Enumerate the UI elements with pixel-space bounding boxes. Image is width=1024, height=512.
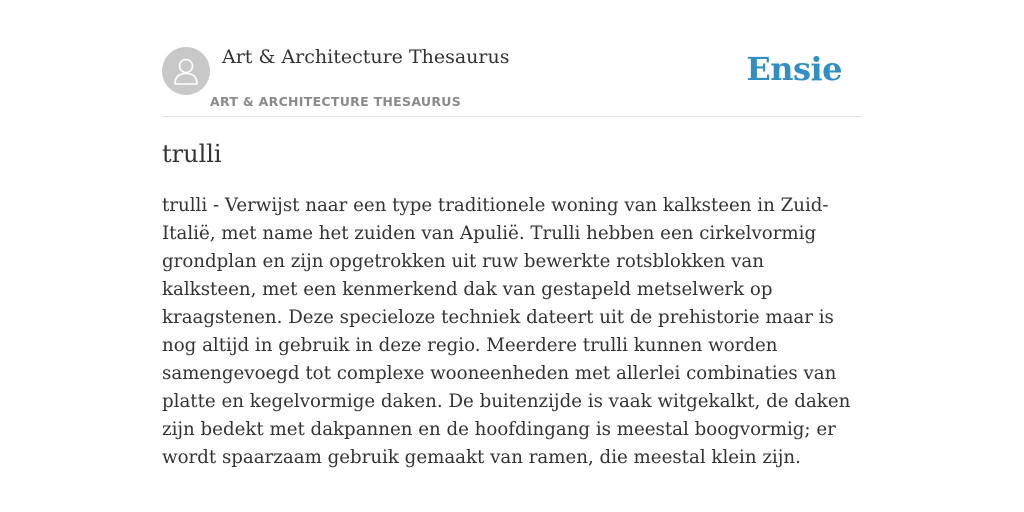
avatar[interactable] [162, 47, 210, 95]
brand-logo[interactable]: Ensie [746, 50, 842, 88]
user-icon [172, 56, 200, 86]
entry-definition: trulli - Verwijst naar een type traditionele woning van kalksteen in Zuid-Italië, met name het zuiden van Apulië. Trulli hebben een cirkelvormig grondplan en zijn opgetrokken uit ruw bewerkte rotsblokken van kalksteen, met een kenmerkend dak van gestapeld metselwerk op kraagstenen. Deze specieloze techniek dateert uit de prehistorie maar is nog altijd in gebruik in deze regio. Meerdere trulli kunnen worden samengevoegd tot complexe wooneenheden met allerlei combinaties van platte en kegelvormige daken. De buitenzijde is vaak witgekalkt, de daken zijn bedekt met dakpannen en de hoofdingang is meestal boogvormig; er wordt spaarzaam gebruik gemaakt van ramen, die meestal klein zijn. [162, 195, 851, 468]
header [162, 0, 862, 117]
entry-term: trulli [162, 140, 222, 168]
source-title[interactable]: Art & Architecture Thesaurus [222, 46, 510, 68]
source-subtitle[interactable]: ART & ARCHITECTURE THESAURUS [210, 94, 462, 109]
